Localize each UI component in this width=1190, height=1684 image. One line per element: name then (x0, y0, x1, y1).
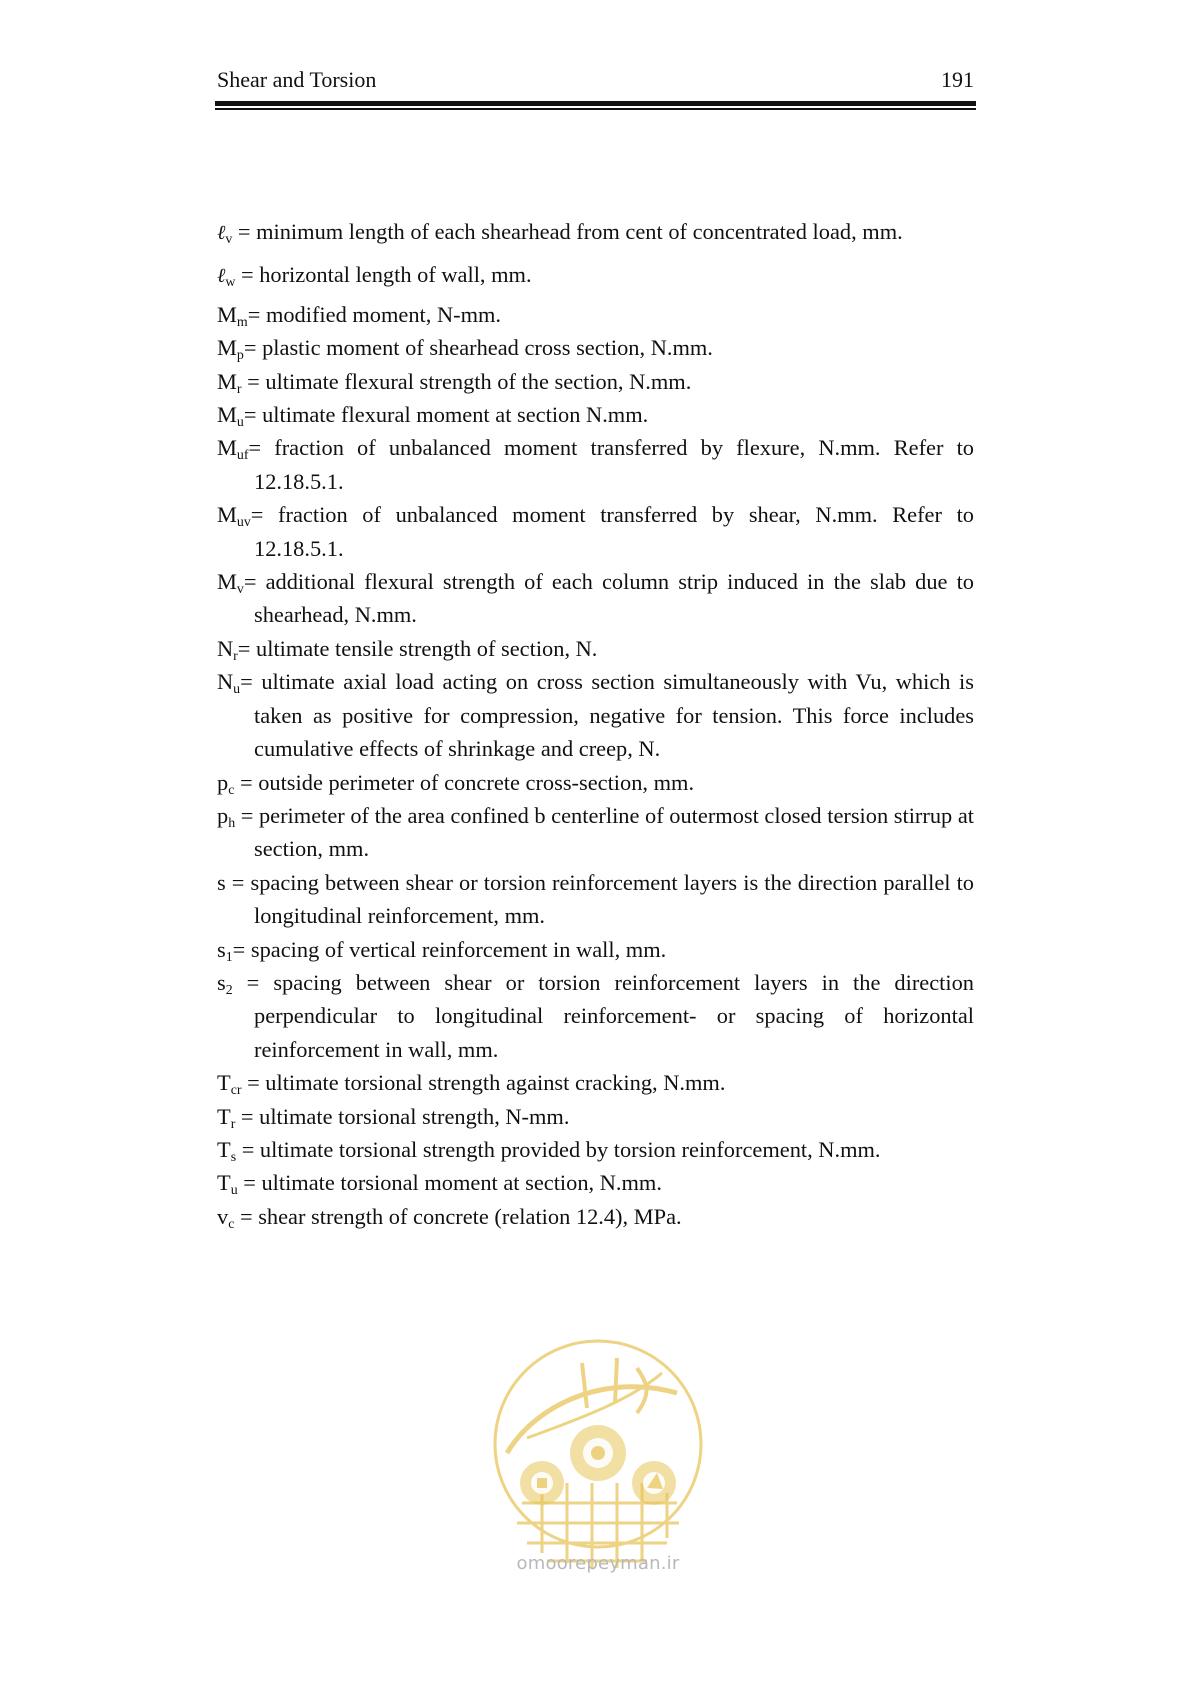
definition-item: $T_r$ = ultimate torsional strength, N-mm. (217, 1103, 570, 1132)
definition-item: $N_u=$ ultimate axial load acting on cross section simultaneously with Vu, which is taken as positive for compression, negative for tension. This force includes cumulative effects of shrinkage and creep, N. (217, 669, 974, 762)
definition-item: ℓ$_v$ = minimum length of each shearhead from cent of concentrated load, mm. (217, 219, 903, 247)
definition-item: $N_r=$ ultimate tensile strength of section, N. (217, 635, 598, 664)
definition-item: $v_c$ = shear strength of concrete (relation 12.4), MPa. (217, 1203, 682, 1232)
page-number: 191 (941, 67, 974, 92)
running-header (217, 66, 974, 94)
definition-item: $T_s$ = ultimate torsional strength provided by torsion reinforcement, N.mm. (217, 1136, 881, 1165)
definition-item: s = spacing between shear or torsion reinforcement layers is the direction parallel to longitudinal reinforcement, mm. (217, 869, 974, 929)
definition-item: $M_m=$ modified moment, N-mm. (217, 301, 502, 330)
definition-item: $M_u=$ ultimate flexural moment at section N.mm. (217, 402, 649, 430)
definition-item: $T_u$ = ultimate torsional moment at section, N.mm. (217, 1170, 662, 1199)
definition-item: $T_{cr}$ = ultimate torsional strength against cracking, N.mm. (217, 1070, 726, 1099)
definition-item: $p_c$ = outside perimeter of concrete cross-section, mm. (217, 769, 695, 798)
definition-item: $M_p=$ plastic moment of shearhead cross section, N.mm. (217, 335, 713, 364)
definition-item: $s_2$ = spacing between shear or torsion reinforcement layers in the direction perpendicular to longitudinal reinforcement- or spacing of horizontal reinforcement in wall, mm. (217, 969, 974, 1062)
header-rule-thin (215, 108, 976, 110)
definition-item: $s_1=$ spacing of vertical reinforcement in wall, mm. (217, 936, 667, 965)
definition-item: ℓ$_w$ = horizontal length of wall, mm. (217, 262, 532, 291)
definition-item: $M_v=$ additional flexural strength of each column strip induced in the slab due to shearhead, N.mm. (217, 569, 974, 628)
definition-item: $p_h$ = perimeter of the area confined b centerline of outermost closed tersion stirrup at section, mm. (217, 802, 974, 862)
watermark-site: omoorepeyman.ir (516, 1553, 680, 1574)
definition-item: $M_{uf}=$ fraction of unbalanced moment transferred by flexure, N.mm. Refer to 12.18.5.1. (217, 435, 974, 494)
notation-definitions (217, 215, 974, 1233)
definition-item: $M_{uv}=$ fraction of unbalanced moment transferred by shear, N.mm. Refer to 12.18.5.1. (217, 502, 974, 561)
header-rule-thick (215, 101, 976, 106)
running-header-title: Shear and Torsion (217, 67, 377, 92)
definition-item: $M_r$ = ultimate flexural strength of the section, N.mm. (217, 368, 692, 397)
